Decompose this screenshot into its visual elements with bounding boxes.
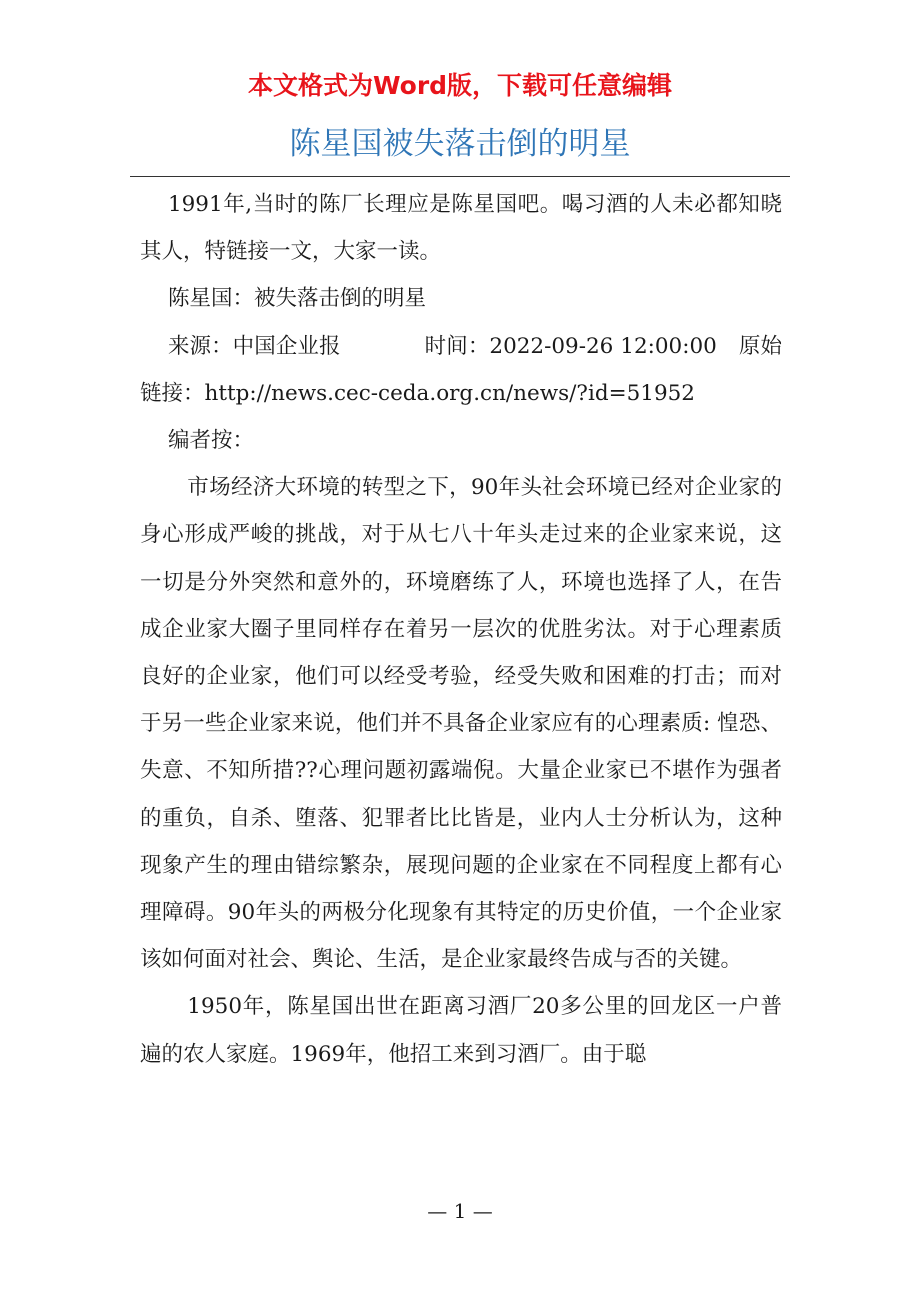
source-label: 来源：中国企业报 <box>167 333 341 359</box>
editor-note-label: 编者按： <box>167 428 254 454</box>
document-body <box>140 181 782 1078</box>
intro-paragraph: 1991年,当时的陈厂长理应是陈星国吧。喝习酒的人未必都知晓其人，特链接一文，大家一读。 <box>140 192 782 265</box>
format-banner: 本文格式为Word版，下载可任意编辑 <box>247 71 673 100</box>
article-subtitle: 陈星国：被失落击倒的明星 <box>167 286 426 312</box>
source-line <box>140 323 782 417</box>
body-paragraph: 1950年，陈星国出世在距离习酒厂20多公里的回龙区一户普遍的农人家庭。1969年，他招工来到习酒厂。由于聪 <box>140 994 782 1067</box>
title-divider <box>130 176 790 177</box>
page-number: — 1 — <box>427 1199 493 1223</box>
editor-note-paragraph: 市场经济大环境的转型之下，90年头社会环境已经对企业家的身心形成严峻的挑战，对于从七八十年头走过来的企业家来说，这一切是分外突然和意外的，环境磨练了人，环境也选择了人，在告成企业家大圈子里同样存在着另一层次的优胜劣汰。对于心理素质良好的企业家，他们可以经受考验，经受失败和困难的打击；而对于另一些企业家来说，他们并不具备企业家应有的心理素质: 惶恐、失意、不知所措??心理问题初露端倪。大量企业家已不堪作为强者的重负，自杀、堕落、犯罪者比比皆是，业内人士分析认为，这种现象产生的理由错综繁杂，展现问题的企业家在不同程度上都有心理障碍。90年头的两极分化现象有其特定的历史价值，一个企业家该如何面对社会、舆论、生活，是企业家最终告成与否的关键。 <box>140 475 782 973</box>
original-link[interactable]: 原始链接：http://news.cec-ceda.org.cn/news/?id=51952 <box>140 333 782 406</box>
document-title: 陈星国被失落击倒的明星 <box>289 126 631 162</box>
time-label: 时间：2022-09-26 12:00:00 <box>424 333 717 359</box>
